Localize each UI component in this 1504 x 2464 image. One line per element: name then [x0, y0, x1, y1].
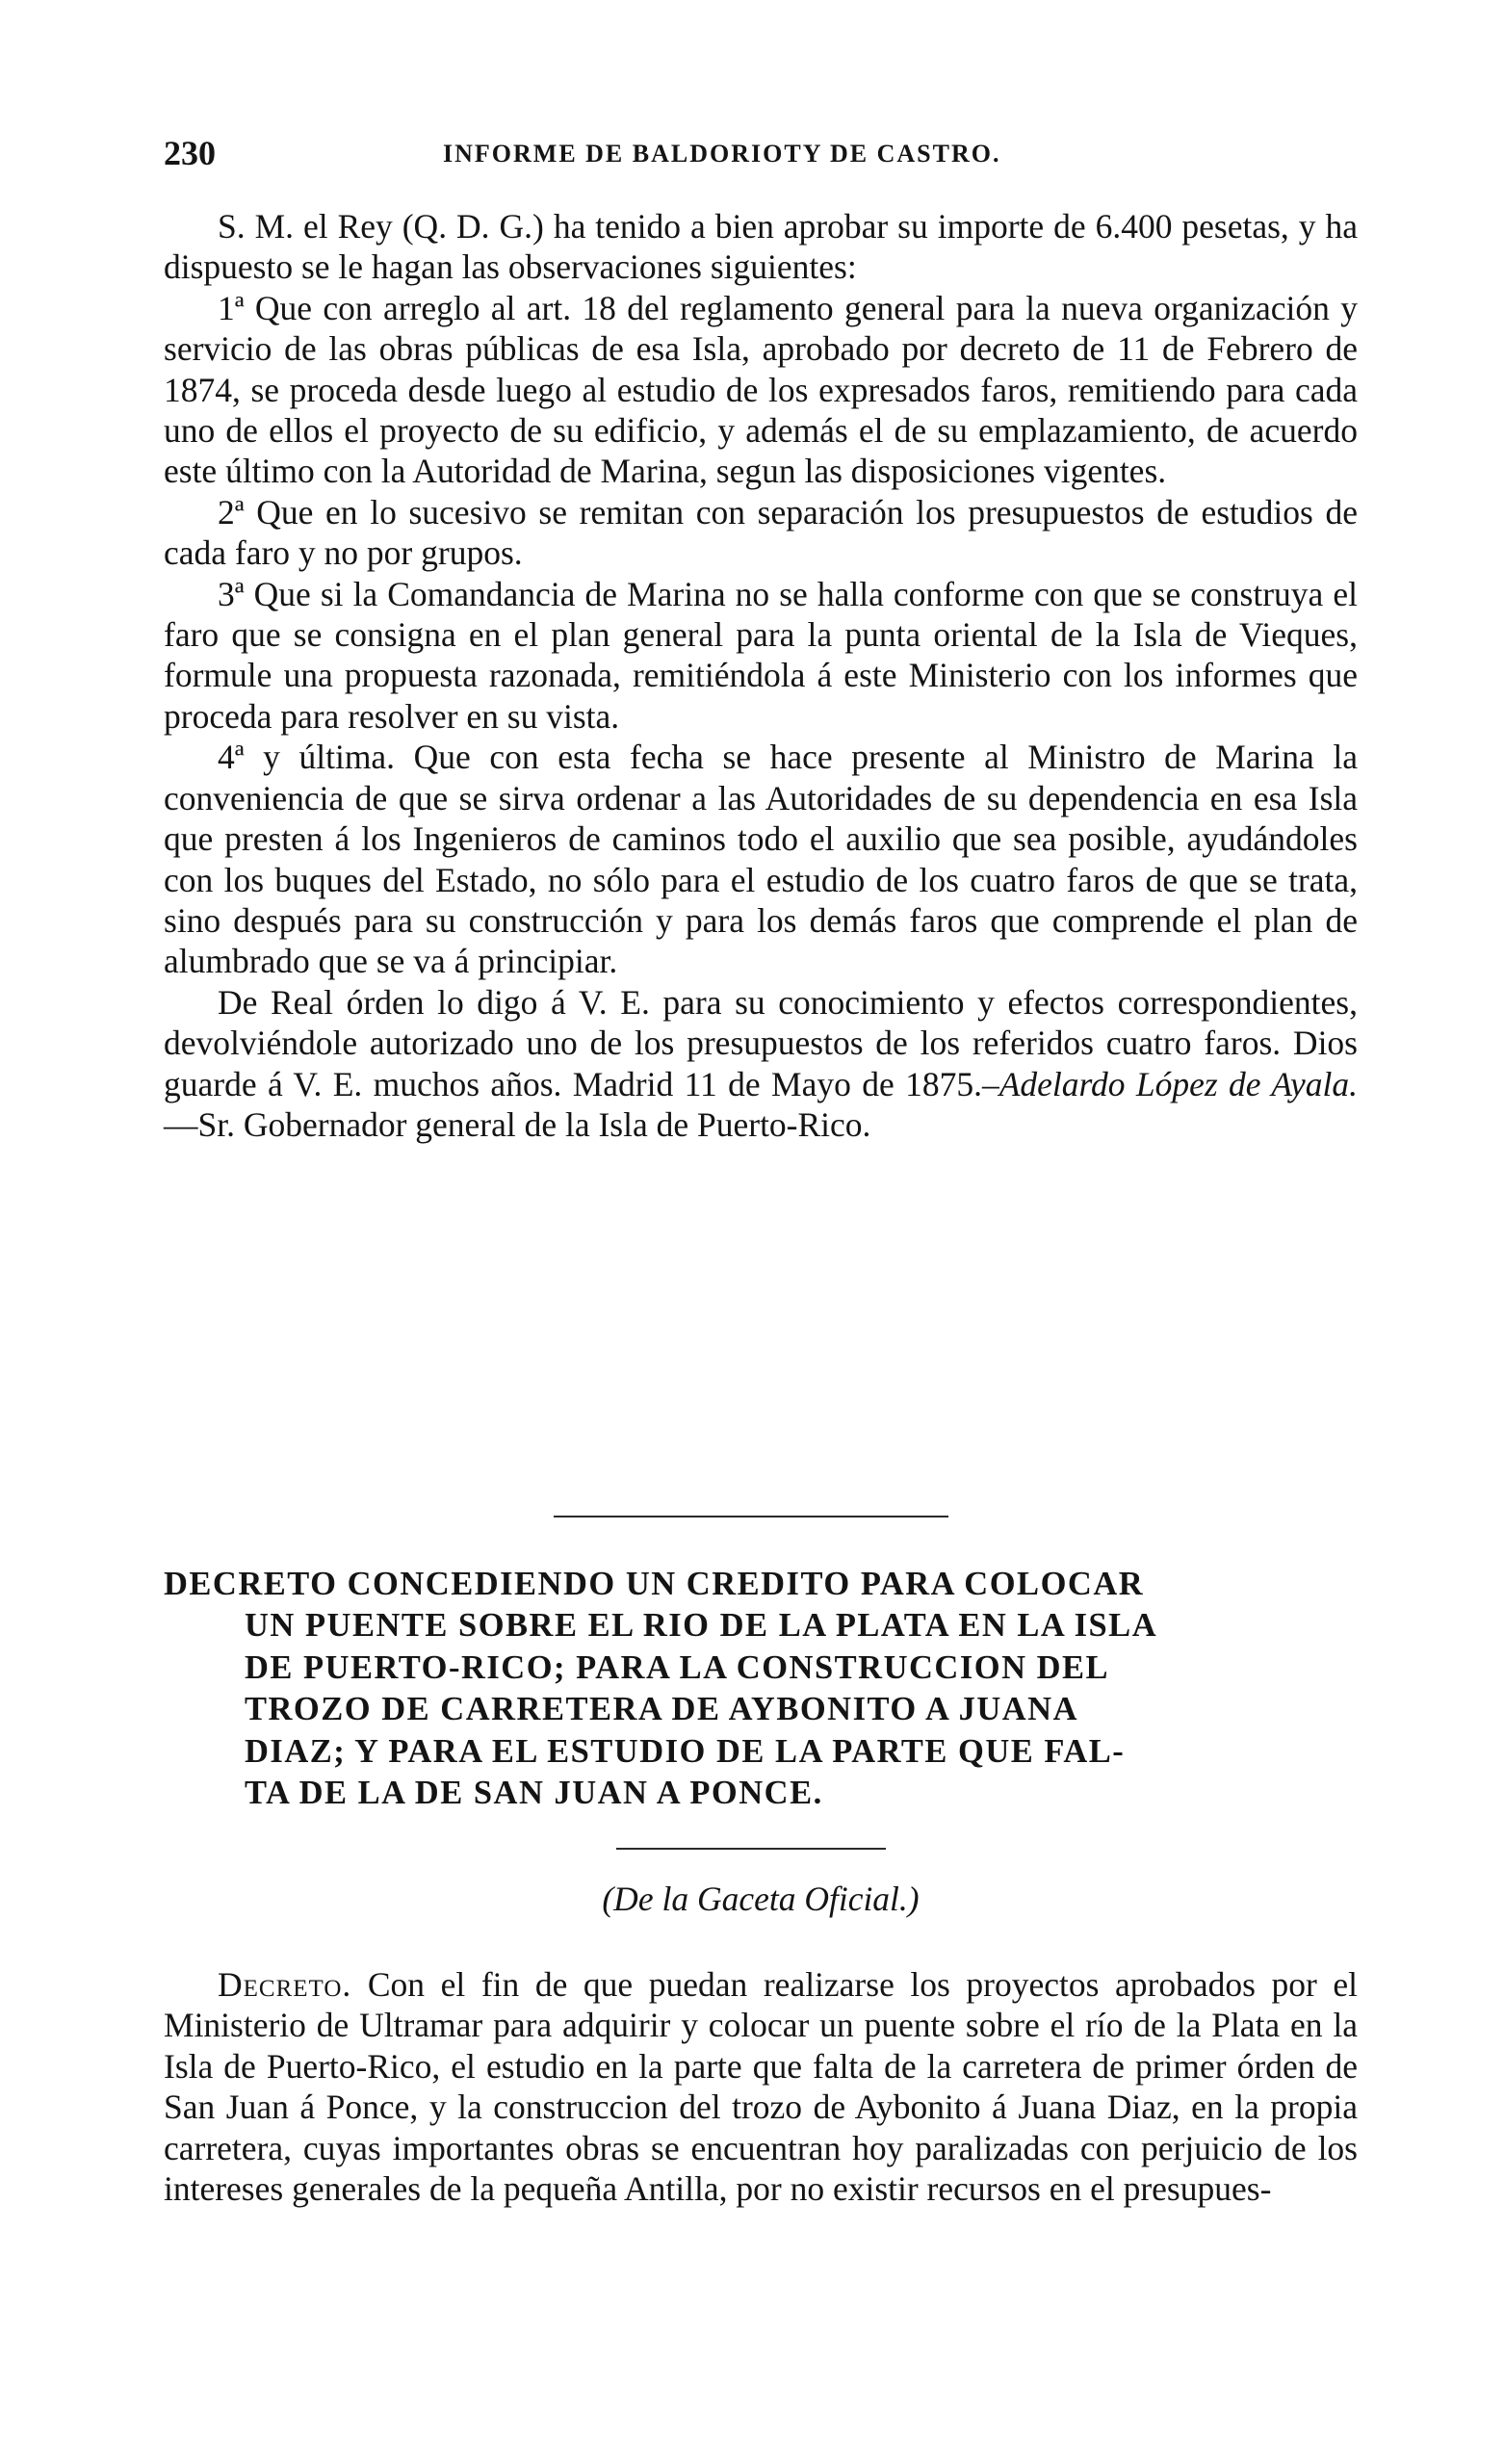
paragraph-approval: S. M. el Rey (Q. D. G.) ha tenido a bien aprobar su importe de 6.400 pesetas, y ha dispuesto se le hagan las observaciones siguientes: — [164, 207, 1358, 287]
decree-text: Con el fin de que puedan realizarse los proyectos aprobados por el Ministerio de Ultramar para adquirir y colocar un puente sobre el río de la Plata en la Isla de Puerto-Rico, el estudio en la parte que falta de la carretera de primer órden de San Juan á Ponce, y la construccion del trozo de Aybonito á Juana Diaz, en la propia carretera, cuyas importantes obras se encuentran hoy paralizadas con perjuicio de los intereses generales de la pequeña Antilla, por no existir recursos en el presupues- — [164, 1965, 1359, 2209]
paragraph-observation-1: 1ª Que con arreglo al art. 18 del reglamento general para la nueva organización y servicio de las obras públicas de esa Isla, aprobado por decreto de 11 de Febrero de 1874, se proceda desde luego al estudio de los expresados faros, remitiendo para cada uno de ellos el proyecto de su edificio, y además el de su emplazamiento, de acuerdo este último con la Autoridad de Marina, segun las disposiciones vigentes. — [164, 288, 1358, 491]
section-divider — [554, 1516, 948, 1517]
letter-body — [164, 206, 1358, 1145]
paragraph-closing — [164, 982, 1358, 1146]
title-divider — [616, 1848, 886, 1850]
page-number: 230 — [164, 134, 216, 172]
decree-body — [164, 1964, 1358, 2209]
decree-title-line: TA DE LA DE SAN JUAN A PONCE. — [245, 1775, 823, 1812]
decree-title — [164, 1564, 1358, 1814]
decree-title-line: DIAZ; Y PARA EL ESTUDIO DE LA PARTE QUE FAL- — [245, 1732, 1126, 1770]
running-head: INFORME DE BALDORIOTY DE CASTRO. — [443, 140, 1001, 168]
paragraph-observation-2: 2ª Que en lo sucesivo se remitan con separación los presupuestos de estudios de cada faro y no por grupos. — [164, 492, 1358, 573]
decree-title-line: DE PUERTO-RICO; PARA LA CONSTRUCCION DEL — [245, 1648, 1110, 1686]
decree-lead: Decreto. — [218, 1965, 352, 2004]
page-header — [164, 129, 1358, 177]
decree-title-line: TROZO DE CARRETERA DE AYBONITO A JUANA — [245, 1691, 1079, 1728]
addressee: —Sr. Gobernador general de la Isla de Puerto-Rico. — [164, 1104, 871, 1144]
decree-source: (De la Gaceta Oficial.) — [602, 1880, 920, 1918]
signature: Adelardo López de Ayala. — [998, 1064, 1358, 1103]
decree-paragraph — [164, 1964, 1358, 2209]
paragraph-observation-4: 4ª y última. Que con esta fecha se hace presente al Ministro de Marina la conveniencia de que se sirva ordenar a las Autoridades de su dependencia en esa Isla que presten á los Ingenieros de caminos todo el auxilio que sea posible, ayudándoles con los buques del Estado, no sólo para el estudio de los cuatro faros de que se trata, sino después para su construcción y para los demás faros que comprende el plan de alumbrado que se va á principiar. — [164, 738, 1358, 981]
decree-title-line: UN PUENTE SOBRE EL RIO DE LA PLATA EN LA ISLA — [245, 1607, 1158, 1645]
closing-text: De Real órden lo digo á V. E. para su conocimiento y efectos correspondientes, devolviéndole autorizado uno de los presupuestos de los referidos cuatro faros. Dios guarde á V. E. muchos años. Madrid 11 de Mayo de 1875.– — [164, 982, 1358, 1103]
decree-title-line: DECRETO CONCEDIENDO UN CREDITO PARA COLOCAR — [164, 1566, 1145, 1602]
paragraph-observation-3: 3ª Que si la Comandancia de Marina no se halla conforme con que se construya el faro que se consigna en el plan general para la punta oriental de la Isla de Vieques, formule una propuesta razonada, remitiéndola á este Ministerio con los informes que proceda para resolver en su vista. — [164, 574, 1358, 736]
